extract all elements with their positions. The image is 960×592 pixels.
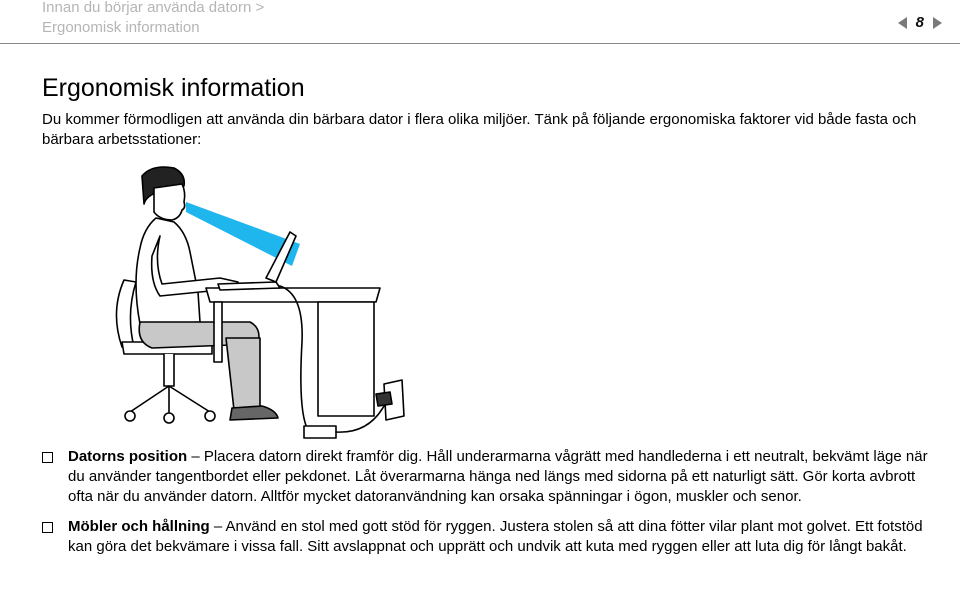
checkbox-icon [42, 522, 53, 533]
ergonomic-workstation-illustration [100, 162, 440, 447]
checkbox-icon [42, 452, 53, 463]
chair-backrest [116, 280, 136, 347]
person-shoe [230, 406, 278, 420]
item-text: – Placera datorn direkt framför dig. Håll underarmarna vågrätt med handlederna i ett neutralt, bekvämt läge när du använder tangentbordet eller pekdonet. Låt överarmarna hänga ned längs med sidorna på ett naturligt sätt. Gör korta avbrott ofta när du använder datorn. Alltför mycket datoranvändning kan orsaka spänningar i ögon, muskler och senor. [68, 448, 928, 505]
item-term: Datorns position [68, 448, 188, 465]
left-arrow-icon[interactable] [898, 17, 907, 29]
breadcrumb-parent-link[interactable]: Innan du börjar använda datorn > [42, 0, 265, 16]
item-text: – Använd en stol med gott stöd för ryggen. Justera stolen så att dina fötter vilar plant mot golvet. Ett fotstöd kan göra det bekvämare i vissa fall. Sitt avslappnat och upprätt och undvik att kuta med ryggen eller att luta dig för långt bakåt. [68, 518, 923, 555]
breadcrumb-current: Ergonomisk information [42, 19, 200, 36]
page-header [0, 0, 960, 44]
desk-leg [214, 302, 222, 362]
page-number: 8 [915, 14, 924, 31]
plug [376, 392, 392, 406]
desk-pedestal [318, 302, 374, 416]
list-item [42, 517, 942, 557]
intro-paragraph: Du kommer förmodligen att använda din bärbara dator i flera olika miljöer. Tänk på följande ergonomiska faktorer vid både fasta och bärbara arbetsstationer: [42, 111, 917, 148]
item-term: Möbler och hållning [68, 518, 210, 535]
chair-post [164, 354, 174, 386]
person-shin [226, 338, 260, 410]
ergonomic-tips-list [42, 447, 942, 567]
right-arrow-icon[interactable] [933, 17, 942, 29]
page-navigation [898, 14, 942, 31]
header-divider [0, 43, 960, 44]
power-adapter [304, 426, 336, 438]
page-title: Ergonomisk information [42, 74, 305, 102]
breadcrumb [42, 0, 264, 38]
list-item [42, 447, 942, 507]
person-face [154, 184, 185, 220]
laptop-base [218, 282, 280, 290]
chair-base [130, 386, 210, 414]
person-torso [136, 218, 200, 324]
